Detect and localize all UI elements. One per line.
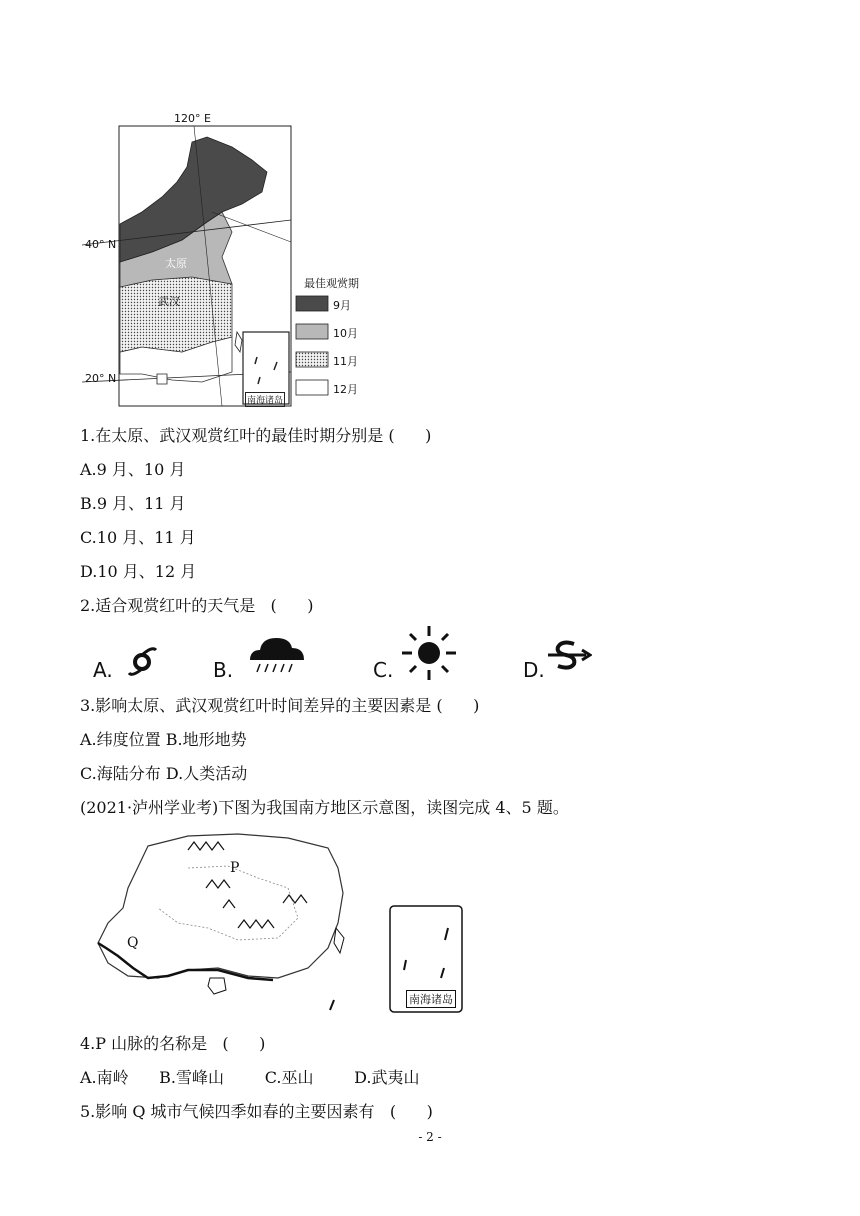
lon-label: 120° E bbox=[174, 112, 211, 125]
q4-options: A.南岭 B.雪峰山 C.巫山 D.武夷山 bbox=[80, 1068, 420, 1087]
weather-option-a-label: A. bbox=[93, 658, 113, 682]
typhoon-icon bbox=[128, 644, 158, 678]
sandstorm-icon bbox=[548, 638, 592, 674]
lat-bottom-label: 20° N bbox=[85, 372, 117, 385]
inset-label-2: 南海诸岛 bbox=[406, 990, 456, 1008]
legend-title: 最佳观赏期 bbox=[304, 277, 359, 290]
legend-item-9: 9月 bbox=[333, 299, 351, 312]
city-wuhan: 武汉 bbox=[158, 295, 180, 308]
q1-option-b: B.9 月、11 月 bbox=[80, 494, 186, 513]
question-5: 5.影响 Q 城市气候四季如春的主要因素有 ( ) bbox=[80, 1102, 433, 1121]
question-2: 2.适合观赏红叶的天气是 ( ) bbox=[80, 596, 314, 615]
q1-option-d: D.10 月、12 月 bbox=[80, 562, 197, 581]
rain-cloud-icon bbox=[246, 634, 308, 676]
q1-option-a: A.9 月、10 月 bbox=[80, 460, 186, 479]
question-1: 1.在太原、武汉观赏红叶的最佳时期分别是 ( ) bbox=[80, 426, 432, 445]
q3-options-cd: C.海陆分布 D.人类活动 bbox=[80, 764, 248, 783]
intro-4-5: (2021·泸州学业考)下图为我国南方地区示意图，读图完成 4、5 题。 bbox=[80, 798, 569, 817]
legend-item-12: 12月 bbox=[333, 383, 358, 396]
question-3: 3.影响太原、武汉观赏红叶时间差异的主要因素是 ( ) bbox=[80, 696, 480, 715]
sun-icon bbox=[400, 624, 458, 682]
q3-options-ab: A.纬度位置 B.地形地势 bbox=[80, 730, 247, 749]
city-taiyuan: 太原 bbox=[165, 257, 187, 270]
page-number: - 2 - bbox=[418, 1130, 442, 1144]
weather-option-b-label: B. bbox=[213, 658, 234, 682]
label-q: Q bbox=[127, 935, 139, 951]
q1-option-c: C.10 月、11 月 bbox=[80, 528, 196, 547]
question-4: 4.P 山脉的名称是 ( ) bbox=[80, 1034, 266, 1053]
label-p: P bbox=[230, 860, 240, 876]
legend-item-10: 10月 bbox=[333, 327, 358, 340]
inset-label-1: 南海诸岛 bbox=[245, 392, 285, 407]
weather-option-d-label: D. bbox=[523, 658, 545, 682]
south-china-map bbox=[88, 828, 468, 1014]
lat-top-label: 40° N bbox=[85, 238, 117, 251]
legend-item-11: 11月 bbox=[333, 355, 358, 368]
weather-option-c-label: C. bbox=[373, 658, 394, 682]
